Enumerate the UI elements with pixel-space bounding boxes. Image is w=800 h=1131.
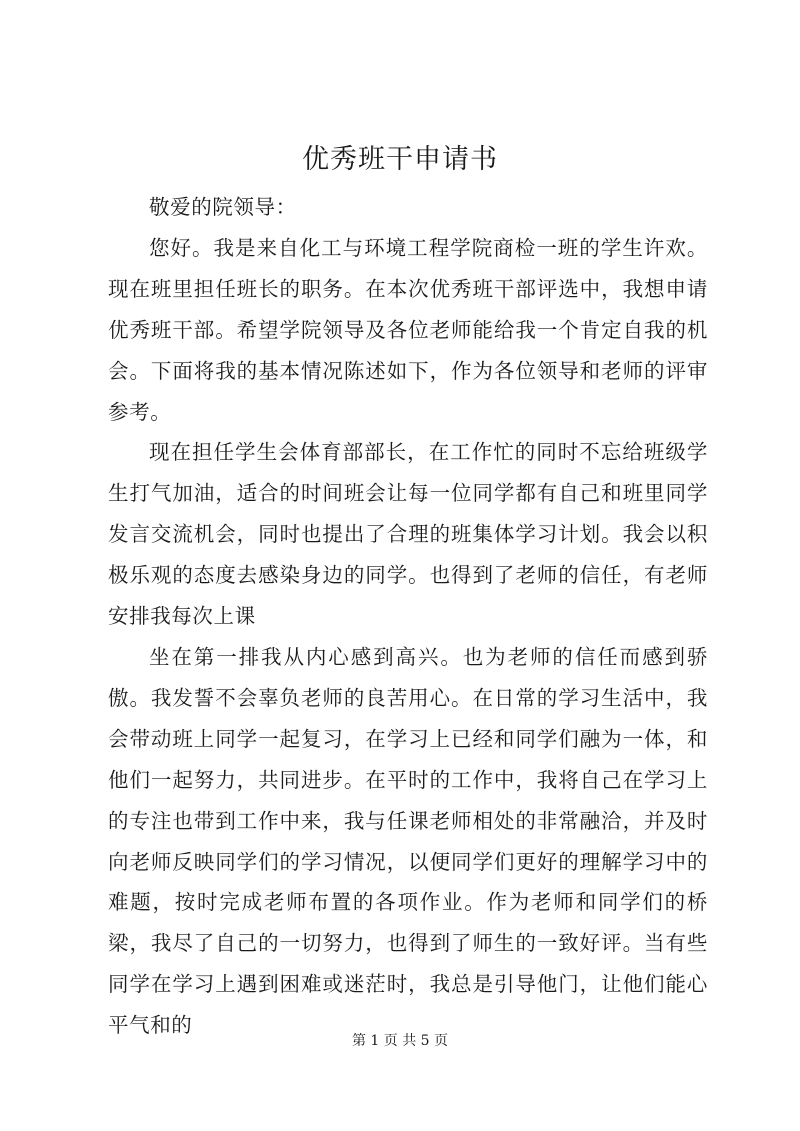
paragraph-student-union: 现在担任学生会体育部部长，在工作忙的同时不忘给班级学生打气加油，适合的时间班会让每一位同学都有自己和班里同学发言交流机会，同时也提出了合理的班集体学习计划。我会以积极乐观的态度去感染身边的同学。也得到了老师的信任，有老师安排我每次上课 xyxy=(108,440,708,629)
document-body xyxy=(108,187,708,1046)
salutation: 敬爱的院领导： xyxy=(149,195,297,219)
paragraph-introduction: 您好。我是来自化工与环境工程学院商检一班的学生许欢。现在班里担任班长的职务。在本次优秀班干部评选中，我想申请优秀班干部。希望学院领导及各位老师能给我一个肯定自我的机会。下面将我的基本情况陈述如下，作为各位领导和老师的评审参考。 xyxy=(108,235,708,424)
document-title: 优秀班干申请书 xyxy=(302,144,498,175)
paragraph-study-work: 坐在第一排我从内心感到高兴。也为老师的信任而感到骄傲。我发誓不会辜负老师的良苦用心。在日常的学习生活中，我会带动班上同学一起复习，在学习上已经和同学们融为一体，和他们一起努力，共同进步。在平时的工作中，我将自己在学习上的专注也带到工作中来，我与任课老师相处的非常融洽，并及时向老师反映同学们的学习情况，以便同学们更好的理解学习中的难题，按时完成老师布置的各项作业。作为老师和同学们的桥梁，我尽了自己的一切努力，也得到了师生的一致好评。当有些同学在学习上遇到困难或迷茫时，我总是引导他门，让他们能心平气和的 xyxy=(108,644,708,1038)
page-footer: 第 1 页 共 5 页 xyxy=(351,1033,449,1049)
